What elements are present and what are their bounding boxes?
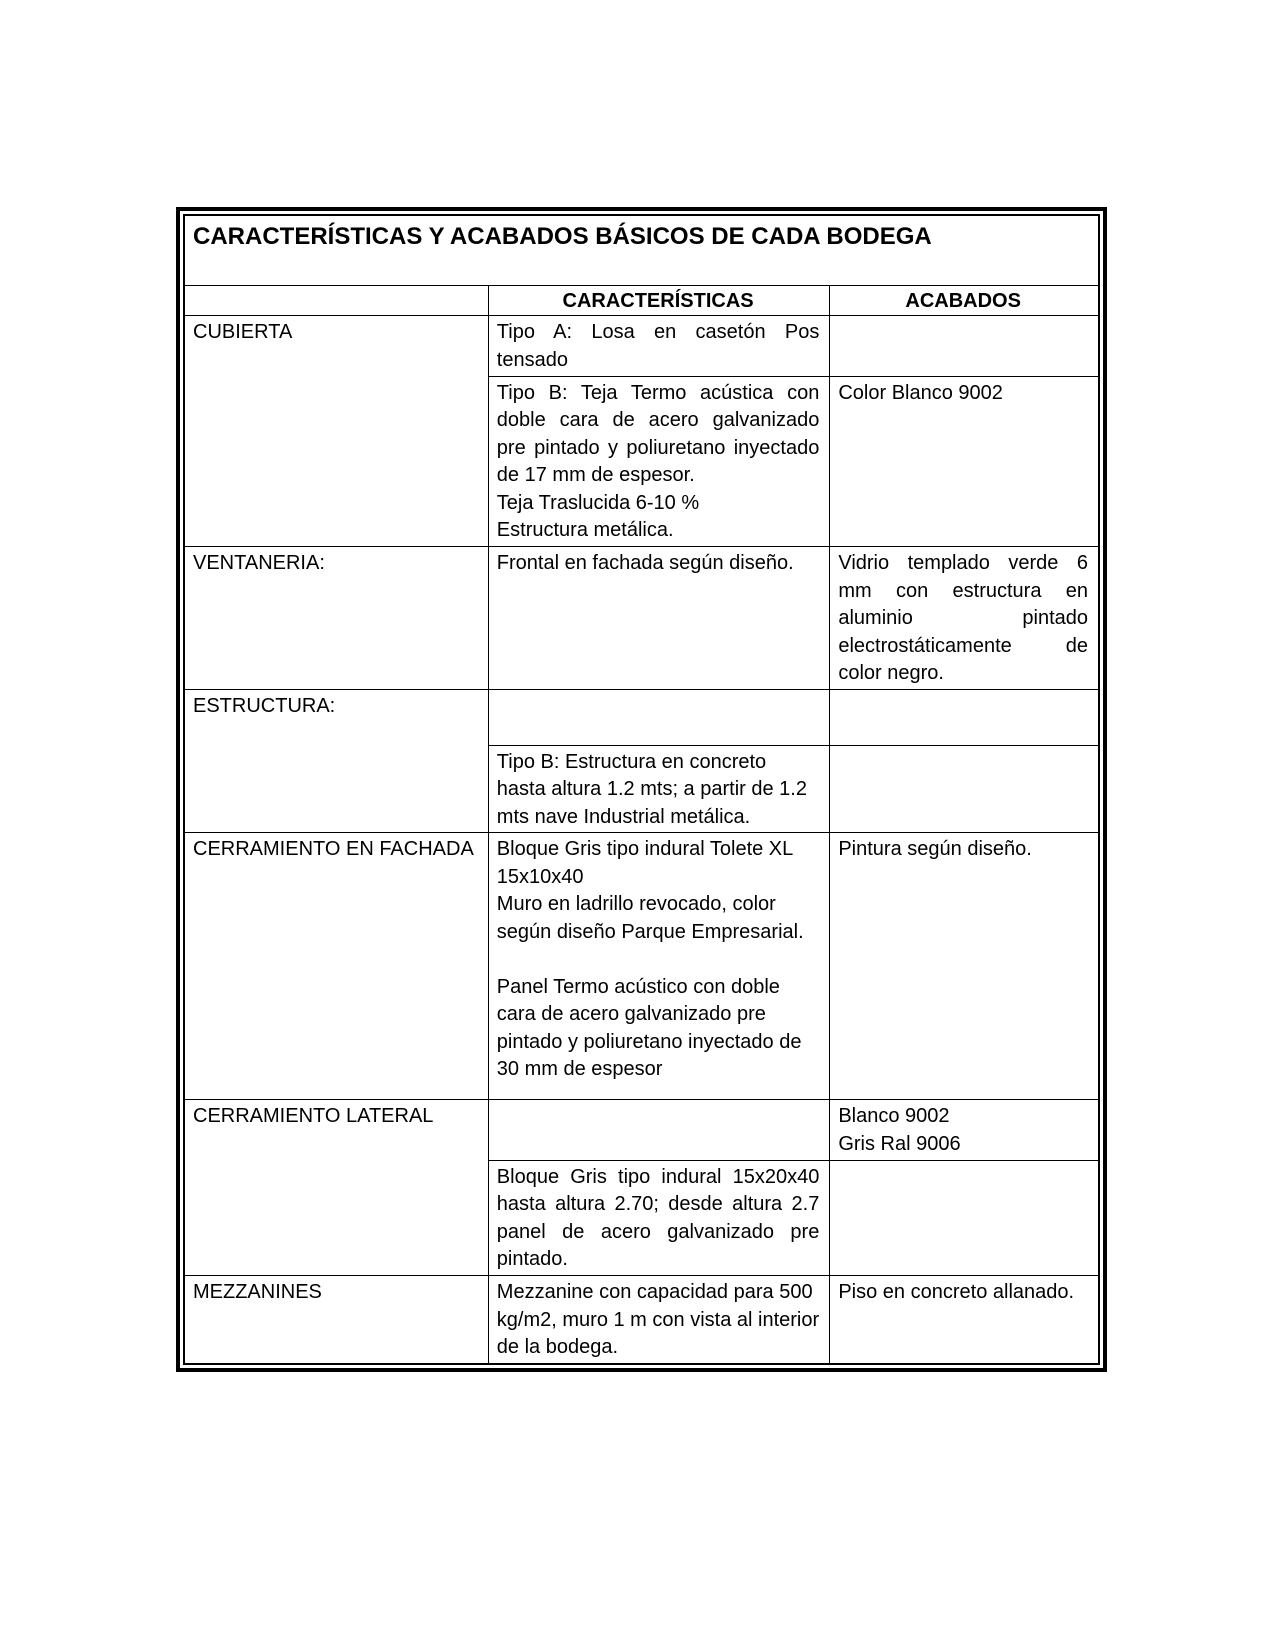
fachada-panel-termo: Panel Termo acústico con doble cara de acero galvanizado pre pintado y poliuretano inyectado de 30 mm de espesor [496, 975, 802, 1081]
spec-table [183, 214, 1100, 1365]
row-label-mezzanines: MEZZANINES [184, 1276, 488, 1364]
cerramiento-fachada-caracteristicas [488, 833, 830, 1100]
ventaneria-caracteristicas: Frontal en fachada según diseño. [488, 547, 830, 690]
row-label-cerramiento-fachada: CERRAMIENTO EN FACHADA [184, 833, 488, 1100]
header-caracteristicas: CARACTERÍSTICAS [488, 285, 830, 316]
title-cell [184, 215, 1099, 285]
table-row [184, 316, 1099, 376]
header-row [184, 285, 1099, 316]
spec-table-frame [176, 207, 1107, 1372]
table-row [184, 547, 1099, 690]
table-row [184, 1276, 1099, 1364]
document-title: CARACTERÍSTICAS Y ACABADOS BÁSICOS DE CADA BODEGA [193, 223, 932, 250]
cubierta-tipo-b-acabados: Color Blanco 9002 [830, 376, 1099, 547]
cubierta-tipo-a-acabados [830, 316, 1099, 376]
table-row [184, 690, 1099, 745]
title-row [184, 215, 1099, 285]
cerramiento-lateral-b-acabados [830, 1160, 1099, 1275]
table-row [184, 833, 1099, 1100]
header-label-cell [184, 285, 488, 316]
cubierta-tipo-b-caracteristicas [488, 376, 830, 547]
cerramiento-fachada-acabados: Pintura según diseño. [830, 833, 1099, 1100]
paragraph-spacer [497, 946, 820, 974]
row-label-ventaneria: VENTANERIA: [184, 547, 488, 690]
estructura-tipo-a-caracteristicas [488, 690, 830, 745]
fachada-bloque-gris: Bloque Gris tipo indural Tolete XL 15x10x40 [496, 838, 793, 888]
estructura-tipo-a-acabados [830, 690, 1099, 745]
row-label-cerramiento-lateral: CERRAMIENTO LATERAL [184, 1100, 488, 1276]
ventaneria-acabados: Vidrio templado verde 6 mm con estructura en aluminio pintado electrostáticamente de color negro. [830, 547, 1099, 690]
row-label-cubierta: CUBIERTA [184, 316, 488, 547]
cubierta-estructura: Estructura metálica. [496, 519, 674, 542]
header-acabados: ACABADOS [830, 285, 1099, 316]
cubierta-teja-traslucida: Teja Traslucida 6-10 % [496, 491, 700, 514]
fachada-muro-ladrillo: Muro en ladrillo revocado, color según diseño Parque Empresarial. [496, 893, 804, 943]
estructura-tipo-b-acabados [830, 745, 1099, 833]
mezzanines-caracteristicas: Mezzanine con capacidad para 500 kg/m2, muro 1 m con vista al interior de la bodega. [488, 1276, 830, 1364]
estructura-tipo-b-caracteristicas: Tipo B: Estructura en concreto hasta altura 1.2 mts; a partir de 1.2 mts nave Industrial metálica. [488, 745, 830, 833]
lateral-gris-ral: Gris Ral 9006 [838, 1132, 961, 1155]
cerramiento-lateral-b-caracteristicas: Bloque Gris tipo indural 15x20x40 hasta altura 2.70; desde altura 2.7 panel de acero galvanizado pre pintado. [488, 1160, 830, 1275]
row-label-estructura: ESTRUCTURA: [184, 690, 488, 833]
lateral-blanco: Blanco 9002 [838, 1105, 950, 1128]
cubierta-tipo-b-text: Tipo B: Teja Termo acústica con doble cara de acero galvanizado pre pintado y poliuretano inyectado de 17 mm de espesor. [496, 381, 820, 487]
cubierta-tipo-a-caracteristicas: Tipo A: Losa en casetón Pos tensado [488, 316, 830, 376]
mezzanines-acabados: Piso en concreto allanado. [830, 1276, 1099, 1364]
cerramiento-lateral-a-caracteristicas [488, 1100, 830, 1160]
table-row [184, 1100, 1099, 1160]
cerramiento-lateral-a-acabados [830, 1100, 1099, 1160]
